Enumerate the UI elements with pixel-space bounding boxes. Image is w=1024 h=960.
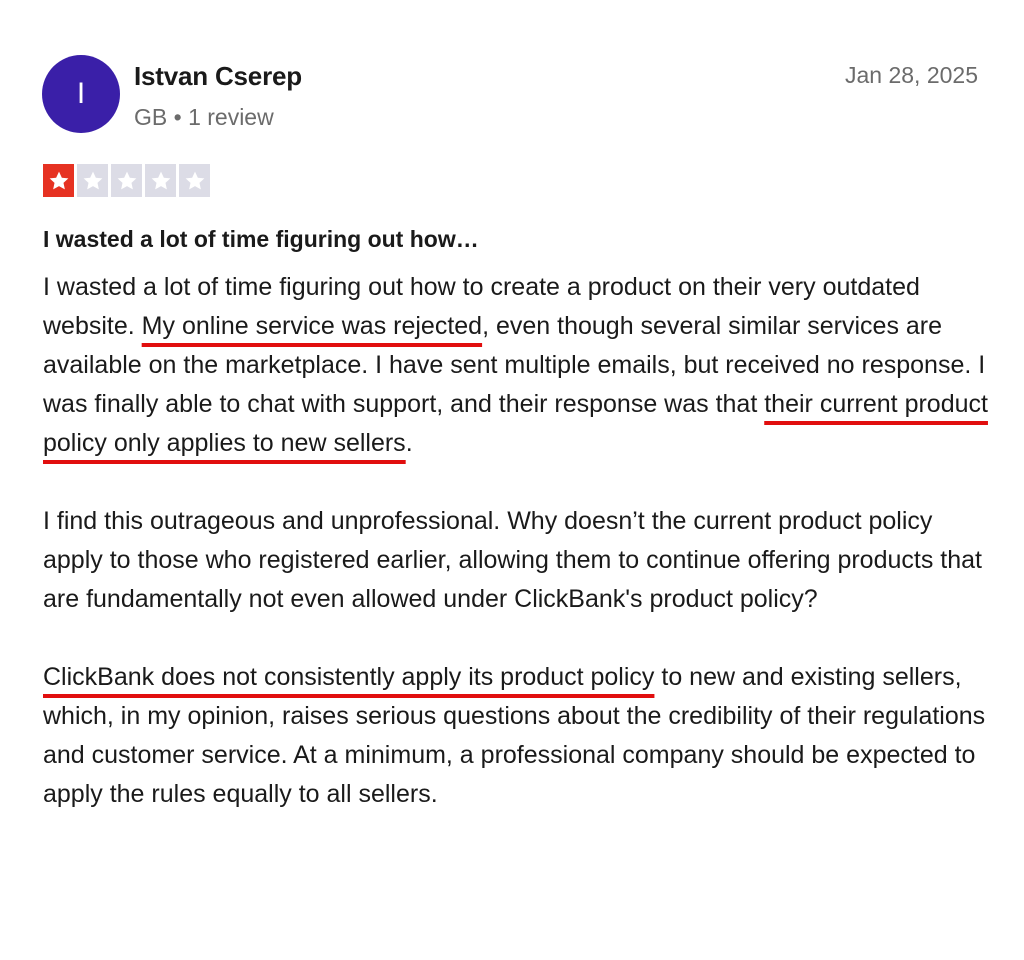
highlighted-text: My online service was rejected bbox=[141, 312, 483, 340]
star-icon bbox=[150, 170, 172, 192]
review-date: Jan 28, 2025 bbox=[844, 62, 978, 88]
review-title: I wasted a lot of time figuring out how… bbox=[43, 226, 479, 252]
body-text: . bbox=[405, 429, 413, 457]
author-meta: GB • 1 review bbox=[134, 104, 274, 130]
author-name[interactable]: Istvan Cserep bbox=[134, 61, 302, 91]
body-text: I find this outrageous and unprofessional. Why doesn’t the current product policy apply to those who registered earlier, allowing them to continue offering products that are fundamentally not even allowed under ClickBank's product policy? bbox=[43, 507, 982, 613]
body-text: , even though several similar services are available on the marketplace. I have sent multiple emails, but received no response. I was finally able to chat with support, and their response was that bbox=[43, 312, 986, 418]
review-body bbox=[43, 268, 993, 853]
highlighted-text: ClickBank does not consistently apply its product policy bbox=[43, 663, 655, 691]
body-text: to new and existing sellers, which, in my opinion, raises serious questions about the credibility of their regulations and customer service. At a minimum, a professional company should be expected to apply the rules equally to all sellers. bbox=[43, 663, 986, 808]
body-text: I wasted a lot of time figuring out how to create a product on their very outdated website. bbox=[43, 273, 920, 340]
avatar[interactable] bbox=[42, 55, 120, 133]
star-empty bbox=[111, 164, 142, 197]
star-icon bbox=[116, 170, 138, 192]
star-filled bbox=[43, 164, 74, 197]
star-rating bbox=[43, 164, 210, 197]
star-empty bbox=[179, 164, 210, 197]
star-icon bbox=[82, 170, 104, 192]
star-empty bbox=[145, 164, 176, 197]
star-empty bbox=[77, 164, 108, 197]
star-icon bbox=[48, 170, 70, 192]
review-paragraph bbox=[43, 502, 993, 619]
star-icon bbox=[184, 170, 206, 192]
review-paragraph bbox=[43, 658, 993, 814]
avatar-initial: I bbox=[76, 77, 86, 110]
review-paragraph bbox=[43, 268, 993, 463]
highlighted-text: their current product policy only applies to new sellers bbox=[43, 390, 988, 457]
